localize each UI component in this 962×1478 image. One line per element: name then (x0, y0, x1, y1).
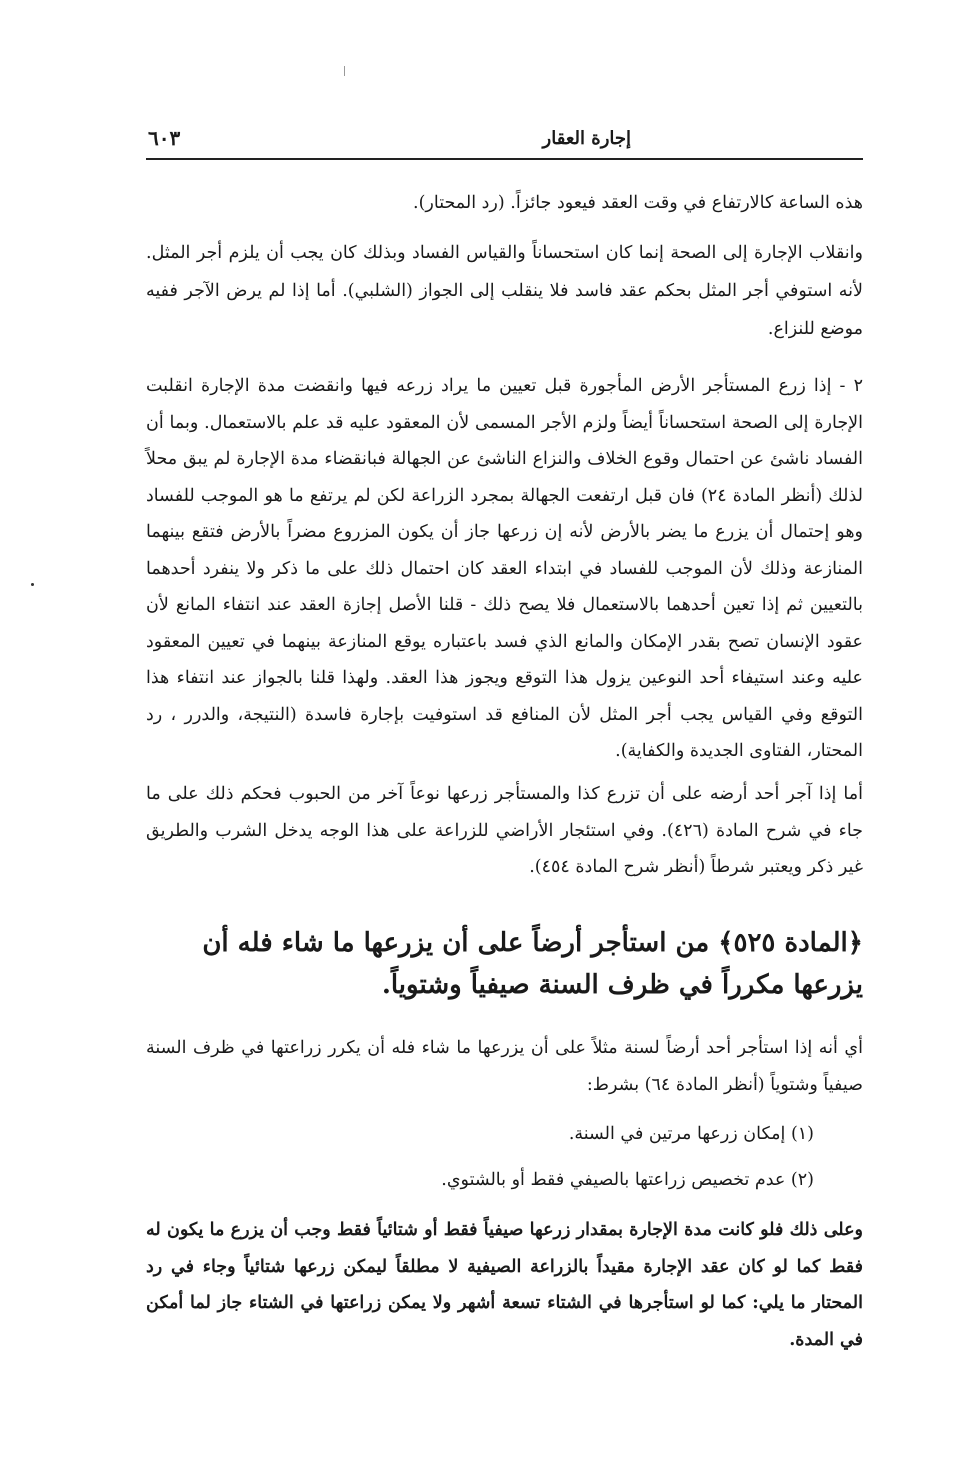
scan-speck (31, 583, 34, 586)
condition-2: (٢) عدم تخصيص زراعتها بالصيفي فقط أو بالشتوي. (441, 1170, 814, 1190)
page-number: ٦٠٣ (148, 126, 181, 150)
paragraph-5: أي أنه إذا استأجر أحد أرضاً لسنة مثلاً على أن يزرعها ما شاء فله أن يكرر زراعتها في ظرف السنة صيفياً وشتوياً (أنظر المادة ٦٤) بشرط: (146, 1038, 863, 1095)
condition-1: (١) إمكان زرعها مرتين في السنة. (568, 1124, 814, 1144)
paragraph-6: وعلى ذلك فلو كانت مدة الإجارة بمقدار زرعها صيفياً فقط أو شتائياً فقط وجب أن يزرع ما يكون له فقط كما لو كان عقد الإجارة مقيداً بالزراعة الصيفية لا مطلقاً ليمكن زرعها شتائياً وجاء في رد المحتار ما يلي: كما لو استأجرها في الشتاء تسعة أشهر ولا يمكن زراعتها في الشتاء جاز لما أمكن في المدة. (146, 1220, 863, 1350)
paragraph-4: أما إذا آجر أحد أرضه على أن تزرع كذا والمستأجر زرعها نوعاً آخر من الحبوب فحكم ذلك على ما جاء في شرح المادة (٤٢٦). وفي استئجار الأراضي للزراعة على هذا الوجه يدخل الشرب والطريق غير ذكر ويعتبر شرطاً (أنظر شرح المادة ٤٥٤). (146, 784, 863, 877)
paragraph-1: هذه الساعة كالارتفاع في وقت العقد فيعود جائزاً. (رد المحتار). (413, 193, 863, 213)
paragraph-2: وانقلاب الإجارة إلى الصحة إنما كان استحساناً والقياس الفساد وبذلك كان يجب أن يلزم أجر المثل. لأنه استوفي أجر المثل بحكم عقد فاسد فلا ينقلب إلى الجواز (الشلبي). أما إذا لم يرض الآجر ففيه موضع للنزاع. (146, 243, 863, 339)
running-header (146, 120, 863, 158)
header-title: إجارة العقار (542, 128, 631, 149)
paragraph-3: ٢ - إذا زرع المستأجر الأرض المأجورة قبل تعيين ما يراد زرعه فيها وانقضت مدة الإجارة انقلبت الإجارة إلى الصحة استحساناً أيضاً ولزم الأجر المسمى لأن المعقود عليه قد علم بالاستعمال. وبما أن الفساد ناشئ عن احتمال وقوع الخلاف والنزاع الناشئ عن الجهالة فبانقضاء مدة الإجارة لم يبق محلاً لذلك (أنظر المادة ٢٤) فان قبل ارتفعت الجهالة بمجرد الزراعة لكن لم يرتفع ما هو الموجب للفساد وهو إحتمال أن يزرع ما يضر بالأرض لأنه إن زرعها جاز أن يكون المزروع مضراً بالأرض فتقع بينهما المنازعة وذلك لأن الموجب للفساد في ابتداء العقد كان احتمال ذلك على ما ذكر ولا ينفرد أحدهما بالتعيين ثم إذا تعين أحدهما بالاستعمال فلا يصح ذلك - قلنا الأصل إجازة العقد عند انتفاء المانع لأن عقود الإنسان تصح بقدر الإمكان والمانع الذي فسد باعتباره يوقع المنازعة بينهما في تعيين المعقود عليه وعند استيفاء أحد النوعين يزول هذا التوقع ويجوز هذا العقد. ولهذا قلنا بالجواز عند انتفاء هذا التوقع وفي القياس يجب أجر المثل لأن المنافع قد استوفيت بإجارة فاسدة (النتيجة، والدرر ، رد المحتار، الفتاوى الجديدة والكفاية). (146, 376, 863, 761)
scan-mark (344, 66, 345, 76)
header-rule (146, 158, 863, 160)
article-heading: ﴿المادة ٥٢٥﴾ من استأجر أرضاً على أن يزرعها ما شاء فله أن يزرعها مكرراً في ظرف السنة صيفياً وشتوياً. (202, 928, 863, 1000)
